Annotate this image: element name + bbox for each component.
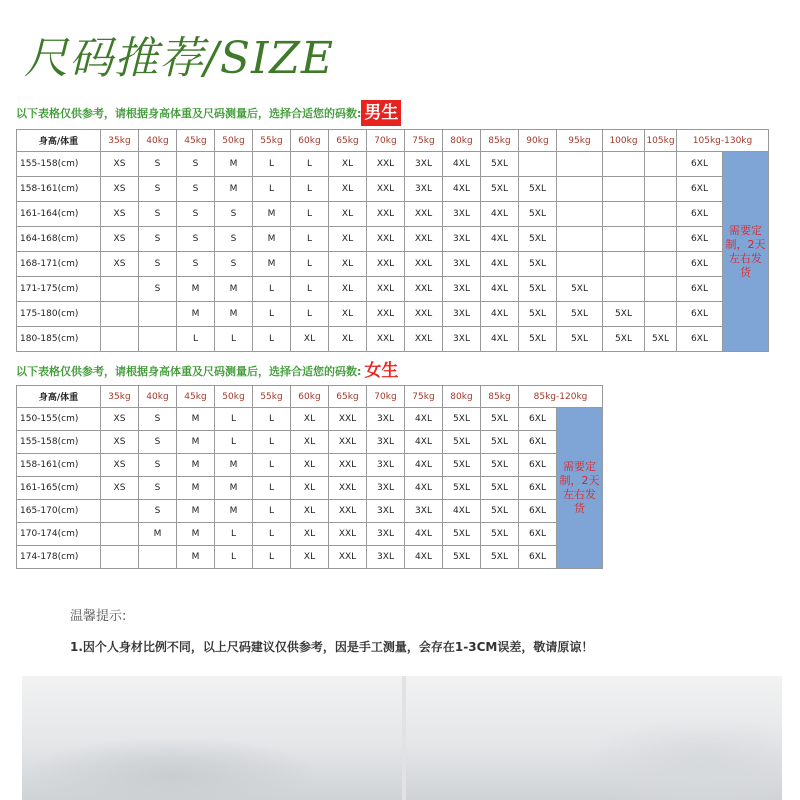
size-cell: [139, 327, 177, 352]
size-cell: M: [215, 477, 253, 500]
size-cell: 5XL: [519, 177, 557, 202]
size-cell: M: [215, 277, 253, 302]
size-cell: [139, 546, 177, 569]
women-note-line: [16, 358, 401, 384]
size-cell: 6XL: [677, 252, 723, 277]
size-cell: 5XL: [519, 327, 557, 352]
size-cell: S: [139, 500, 177, 523]
size-cell: 5XL: [481, 177, 519, 202]
size-cell: 6XL: [677, 152, 723, 177]
size-cell: M: [215, 454, 253, 477]
size-cell: S: [139, 408, 177, 431]
header-weight-1: 35kg: [101, 130, 139, 152]
size-cell: S: [177, 152, 215, 177]
size-cell: S: [215, 227, 253, 252]
size-cell: [101, 277, 139, 302]
table-row: [17, 252, 769, 277]
size-cell: XXL: [329, 454, 367, 477]
size-cell: 5XL: [603, 302, 645, 327]
size-cell: XL: [291, 500, 329, 523]
size-cell: L: [253, 477, 291, 500]
size-cell: 6XL: [519, 523, 557, 546]
table-row: [17, 277, 769, 302]
size-cell: 6XL: [677, 327, 723, 352]
size-cell: 4XL: [481, 202, 519, 227]
table-row: [17, 477, 603, 500]
size-cell: [603, 277, 645, 302]
size-cell: 6XL: [519, 546, 557, 569]
size-cell: L: [253, 523, 291, 546]
size-cell: 3XL: [443, 327, 481, 352]
size-cell: XS: [101, 477, 139, 500]
size-cell: [645, 152, 677, 177]
header-row: [17, 130, 769, 152]
size-cell: 5XL: [519, 277, 557, 302]
header-weight-8: 70kg: [367, 130, 405, 152]
height-cell: 158-161(cm): [17, 454, 101, 477]
table-row: [17, 523, 603, 546]
size-cell: [645, 227, 677, 252]
size-cell: 5XL: [519, 252, 557, 277]
women-gender-tag: 女生: [361, 358, 401, 384]
size-cell: XXL: [367, 252, 405, 277]
size-cell: 5XL: [645, 327, 677, 352]
size-cell: M: [177, 408, 215, 431]
size-cell: [557, 227, 603, 252]
height-cell: 168-171(cm): [17, 252, 101, 277]
size-cell: XL: [291, 477, 329, 500]
size-cell: S: [139, 477, 177, 500]
women-size-table: [16, 385, 603, 569]
size-cell: 3XL: [367, 477, 405, 500]
size-cell: 5XL: [481, 454, 519, 477]
header-weight-11: 85kg: [481, 130, 519, 152]
size-cell: [557, 252, 603, 277]
size-cell: 5XL: [443, 546, 481, 569]
size-cell: [557, 177, 603, 202]
size-cell: [645, 202, 677, 227]
size-cell: 4XL: [405, 431, 443, 454]
size-cell: 5XL: [557, 277, 603, 302]
size-cell: 5XL: [481, 152, 519, 177]
size-cell: L: [253, 500, 291, 523]
size-cell: [603, 177, 645, 202]
size-cell: 5XL: [557, 327, 603, 352]
size-cell: M: [253, 202, 291, 227]
size-cell: L: [253, 546, 291, 569]
header-weight-10: 80kg: [443, 386, 481, 408]
header-weight-2: 40kg: [139, 386, 177, 408]
size-cell: L: [253, 302, 291, 327]
size-cell: XL: [291, 454, 329, 477]
size-cell: S: [177, 202, 215, 227]
size-cell: M: [253, 227, 291, 252]
size-cell: XXL: [329, 431, 367, 454]
size-cell: 3XL: [443, 252, 481, 277]
size-cell: XXL: [405, 302, 443, 327]
size-cell: 5XL: [443, 523, 481, 546]
header-weight-12: 90kg: [519, 130, 557, 152]
header-weight-8: 70kg: [367, 386, 405, 408]
table-row: [17, 327, 769, 352]
size-cell: 5XL: [519, 202, 557, 227]
size-cell: L: [253, 454, 291, 477]
size-cell: [645, 277, 677, 302]
size-cell: 3XL: [443, 227, 481, 252]
header-weight-4: 50kg: [215, 386, 253, 408]
size-cell: 5XL: [481, 546, 519, 569]
table-row: [17, 302, 769, 327]
size-cell: [101, 327, 139, 352]
size-cell: S: [177, 227, 215, 252]
size-cell: 4XL: [405, 408, 443, 431]
size-cell: XXL: [329, 408, 367, 431]
size-cell: XXL: [405, 277, 443, 302]
size-cell: 4XL: [481, 302, 519, 327]
header-weight-16: 105kg-130kg: [677, 130, 769, 152]
size-cell: 3XL: [443, 302, 481, 327]
size-cell: [645, 177, 677, 202]
size-cell: L: [215, 546, 253, 569]
size-cell: 3XL: [367, 523, 405, 546]
size-cell: 4XL: [481, 227, 519, 252]
men-note: 以下表格仅供参考，请根据身高体重及尺码测量后，选择合适您的码数:: [16, 107, 362, 120]
height-cell: 161-164(cm): [17, 202, 101, 227]
size-cell: 3XL: [405, 177, 443, 202]
size-cell: L: [253, 408, 291, 431]
height-cell: 174-178(cm): [17, 546, 101, 569]
header-weight-7: 65kg: [329, 130, 367, 152]
size-cell: XS: [101, 252, 139, 277]
size-cell: S: [139, 227, 177, 252]
size-cell: 6XL: [519, 431, 557, 454]
size-cell: S: [139, 152, 177, 177]
size-cell: L: [215, 431, 253, 454]
size-cell: 5XL: [557, 302, 603, 327]
size-cell: [603, 202, 645, 227]
size-cell: M: [177, 454, 215, 477]
size-cell: S: [215, 252, 253, 277]
size-cell: XL: [329, 152, 367, 177]
size-cell: XXL: [329, 523, 367, 546]
size-cell: L: [253, 152, 291, 177]
header-weight-1: 35kg: [101, 386, 139, 408]
size-cell: 5XL: [603, 327, 645, 352]
size-cell: S: [177, 252, 215, 277]
size-cell: XXL: [405, 327, 443, 352]
size-cell: XXL: [329, 477, 367, 500]
size-cell: XL: [291, 408, 329, 431]
size-cell: 5XL: [481, 500, 519, 523]
size-cell: 4XL: [405, 523, 443, 546]
table-row: [17, 227, 769, 252]
height-cell: 164-168(cm): [17, 227, 101, 252]
size-cell: M: [177, 500, 215, 523]
size-cell: L: [253, 327, 291, 352]
size-cell: M: [177, 302, 215, 327]
size-cell: [519, 152, 557, 177]
size-cell: S: [139, 454, 177, 477]
size-cell: XXL: [405, 252, 443, 277]
size-cell: M: [253, 252, 291, 277]
size-cell: [139, 302, 177, 327]
size-cell: 6XL: [677, 177, 723, 202]
size-cell: 5XL: [519, 302, 557, 327]
size-cell: 3XL: [443, 277, 481, 302]
size-cell: M: [177, 277, 215, 302]
height-cell: 155-158(cm): [17, 431, 101, 454]
size-cell: S: [139, 177, 177, 202]
size-cell: XL: [291, 546, 329, 569]
size-cell: 5XL: [481, 477, 519, 500]
size-cell: XXL: [405, 202, 443, 227]
size-cell: 4XL: [443, 177, 481, 202]
size-cell: L: [291, 302, 329, 327]
size-cell: 5XL: [443, 477, 481, 500]
custom-order-note: 需要定制，2天左右发货: [557, 408, 603, 569]
size-cell: [101, 523, 139, 546]
size-cell: [557, 152, 603, 177]
size-cell: XL: [329, 227, 367, 252]
header-weight-9: 75kg: [405, 130, 443, 152]
header-weight-5: 55kg: [253, 386, 291, 408]
size-cell: XL: [329, 202, 367, 227]
height-cell: 175-180(cm): [17, 302, 101, 327]
table-row: [17, 202, 769, 227]
size-cell: [101, 546, 139, 569]
size-cell: [101, 500, 139, 523]
size-cell: 3XL: [443, 202, 481, 227]
size-cell: [603, 252, 645, 277]
size-cell: [557, 202, 603, 227]
header-weight-13: 95kg: [557, 130, 603, 152]
header-height-weight: 身高/体重: [17, 130, 101, 152]
size-cell: 3XL: [367, 454, 405, 477]
table-row: [17, 177, 769, 202]
size-cell: L: [291, 152, 329, 177]
size-cell: M: [177, 523, 215, 546]
header-weight-7: 65kg: [329, 386, 367, 408]
size-cell: 4XL: [405, 477, 443, 500]
table-row: [17, 408, 603, 431]
size-cell: XS: [101, 454, 139, 477]
women-note: 以下表格仅供参考，请根据身高体重及尺码测量后，选择合适您的码数:: [16, 365, 362, 378]
size-cell: 5XL: [443, 408, 481, 431]
height-cell: 155-158(cm): [17, 152, 101, 177]
header-weight-4: 50kg: [215, 130, 253, 152]
size-cell: S: [177, 177, 215, 202]
size-cell: 3XL: [405, 500, 443, 523]
height-cell: 170-174(cm): [17, 523, 101, 546]
size-cell: 6XL: [677, 277, 723, 302]
size-cell: XS: [101, 202, 139, 227]
header-weight-2: 40kg: [139, 130, 177, 152]
size-cell: M: [215, 500, 253, 523]
header-weight-14: 100kg: [603, 130, 645, 152]
size-cell: XXL: [367, 302, 405, 327]
size-cell: XS: [101, 227, 139, 252]
size-cell: 5XL: [481, 431, 519, 454]
size-cell: 5XL: [443, 454, 481, 477]
size-cell: XL: [329, 302, 367, 327]
size-cell: XL: [291, 431, 329, 454]
size-cell: XS: [101, 431, 139, 454]
size-cell: 4XL: [481, 327, 519, 352]
size-cell: M: [177, 546, 215, 569]
table-row: [17, 500, 603, 523]
size-cell: [603, 227, 645, 252]
size-cell: M: [177, 431, 215, 454]
size-cell: XS: [101, 152, 139, 177]
size-cell: [101, 302, 139, 327]
size-cell: S: [139, 431, 177, 454]
size-cell: L: [291, 252, 329, 277]
size-cell: M: [215, 152, 253, 177]
size-cell: XL: [291, 523, 329, 546]
size-cell: 5XL: [519, 227, 557, 252]
size-cell: 5XL: [443, 431, 481, 454]
size-cell: S: [215, 202, 253, 227]
header-weight-15: 105kg: [645, 130, 677, 152]
table-row: [17, 546, 603, 569]
size-cell: 3XL: [367, 408, 405, 431]
size-cell: S: [139, 277, 177, 302]
height-cell: 158-161(cm): [17, 177, 101, 202]
size-cell: L: [177, 327, 215, 352]
size-cell: L: [291, 202, 329, 227]
table-row: [17, 152, 769, 177]
header-weight-5: 55kg: [253, 130, 291, 152]
size-cell: L: [291, 277, 329, 302]
header-weight-6: 60kg: [291, 130, 329, 152]
size-cell: 6XL: [677, 202, 723, 227]
size-cell: 4XL: [481, 252, 519, 277]
size-cell: XXL: [405, 227, 443, 252]
size-cell: 3XL: [367, 500, 405, 523]
size-cell: XXL: [367, 277, 405, 302]
header-row: [17, 386, 603, 408]
height-cell: 165-170(cm): [17, 500, 101, 523]
size-cell: XL: [329, 327, 367, 352]
height-cell: 180-185(cm): [17, 327, 101, 352]
size-cell: 3XL: [405, 152, 443, 177]
men-note-line: [16, 100, 401, 126]
size-cell: M: [215, 177, 253, 202]
header-weight-10: 80kg: [443, 130, 481, 152]
size-cell: 4XL: [405, 546, 443, 569]
height-cell: 161-165(cm): [17, 477, 101, 500]
size-cell: XS: [101, 408, 139, 431]
tips-title: 温馨提示:: [70, 609, 127, 624]
size-cell: 5XL: [481, 523, 519, 546]
size-cell: 6XL: [519, 477, 557, 500]
size-cell: L: [253, 177, 291, 202]
table-row: [17, 431, 603, 454]
size-cell: 4XL: [443, 500, 481, 523]
fabric-photo: [22, 676, 782, 800]
size-cell: [645, 302, 677, 327]
size-cell: M: [215, 302, 253, 327]
custom-order-note: 需要定制，2天左右发货: [723, 152, 769, 352]
size-cell: 4XL: [405, 454, 443, 477]
size-cell: 6XL: [519, 500, 557, 523]
size-cell: S: [139, 252, 177, 277]
size-cell: 3XL: [367, 546, 405, 569]
size-cell: XXL: [367, 202, 405, 227]
header-weight-3: 45kg: [177, 130, 215, 152]
size-cell: M: [139, 523, 177, 546]
page-title: 尺码推荐/SIZE: [24, 33, 335, 84]
size-cell: XXL: [329, 546, 367, 569]
men-size-table: [16, 129, 769, 352]
size-cell: L: [291, 227, 329, 252]
size-cell: XXL: [367, 177, 405, 202]
size-cell: 3XL: [367, 431, 405, 454]
header-weight-3: 45kg: [177, 386, 215, 408]
size-cell: 4XL: [481, 277, 519, 302]
size-cell: L: [215, 523, 253, 546]
size-cell: [645, 252, 677, 277]
header-weight-12: 85kg-120kg: [519, 386, 603, 408]
men-gender-tag: 男生: [361, 100, 401, 126]
size-cell: L: [253, 277, 291, 302]
size-cell: XL: [329, 252, 367, 277]
size-cell: S: [139, 202, 177, 227]
size-cell: XXL: [367, 152, 405, 177]
size-cell: L: [215, 327, 253, 352]
size-cell: XL: [291, 327, 329, 352]
size-cell: XL: [329, 277, 367, 302]
table-row: [17, 454, 603, 477]
size-cell: XL: [329, 177, 367, 202]
size-cell: XXL: [367, 327, 405, 352]
header-height-weight: 身高/体重: [17, 386, 101, 408]
size-cell: XXL: [367, 227, 405, 252]
size-cell: 6XL: [519, 454, 557, 477]
size-cell: 6XL: [519, 408, 557, 431]
height-cell: 171-175(cm): [17, 277, 101, 302]
size-cell: L: [215, 408, 253, 431]
height-cell: 150-155(cm): [17, 408, 101, 431]
size-cell: XXL: [329, 500, 367, 523]
size-cell: L: [253, 431, 291, 454]
size-cell: [603, 152, 645, 177]
size-cell: 6XL: [677, 227, 723, 252]
header-weight-9: 75kg: [405, 386, 443, 408]
size-cell: 6XL: [677, 302, 723, 327]
header-weight-6: 60kg: [291, 386, 329, 408]
tips-text: 1.因个人身材比例不同，以上尺码建议仅供参考，因是手工测量，会存在1-3CM误差，敬请原谅！: [70, 640, 594, 654]
size-cell: L: [291, 177, 329, 202]
header-weight-11: 85kg: [481, 386, 519, 408]
size-cell: XS: [101, 177, 139, 202]
size-cell: 5XL: [481, 408, 519, 431]
size-cell: 4XL: [443, 152, 481, 177]
size-cell: M: [177, 477, 215, 500]
